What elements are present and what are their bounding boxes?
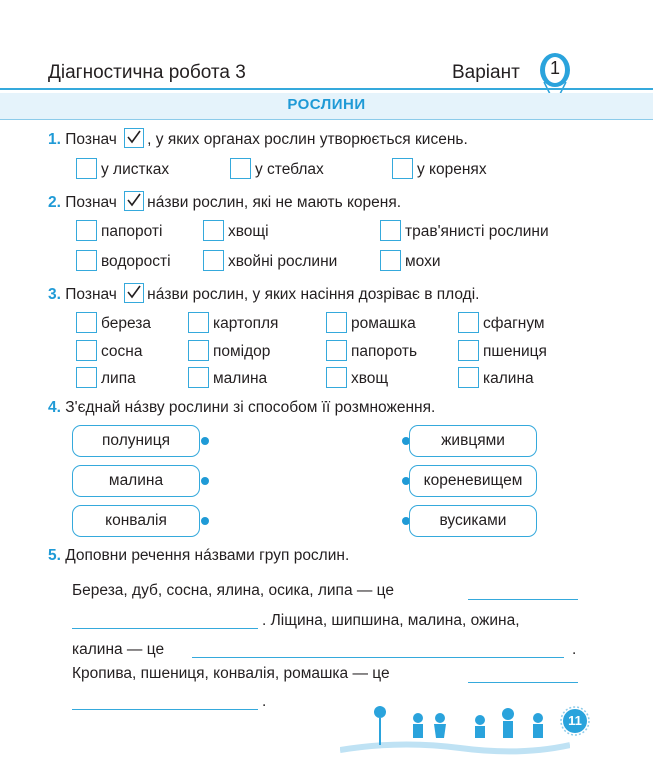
option-label: папороть xyxy=(351,343,418,360)
checkbox-option[interactable] xyxy=(76,158,169,179)
option-label: картопля xyxy=(213,315,279,332)
checkbox[interactable] xyxy=(76,250,97,271)
checkmark-icon xyxy=(124,191,144,211)
option-label: сосна xyxy=(101,343,143,360)
checkbox-option[interactable] xyxy=(76,367,136,388)
question-2 xyxy=(48,191,401,212)
checkbox[interactable] xyxy=(76,158,97,179)
checkbox[interactable] xyxy=(76,220,97,241)
checkbox-option[interactable] xyxy=(188,340,270,361)
question-text: , у яких органах рослин утворюється кисень. xyxy=(147,131,468,148)
option-label: папороті xyxy=(101,223,163,240)
option-label: калина xyxy=(483,370,534,387)
page-number: 11 xyxy=(568,713,582,728)
method-card[interactable]: живцями xyxy=(409,425,537,457)
option-label: у стеблах xyxy=(255,161,324,178)
question-text: нáзви рослин, у яких насіння дозріває в плоді. xyxy=(147,286,480,303)
question-number: 2. xyxy=(48,194,61,211)
sentence-text: . Ліщина, шипшина, малина, ожина, xyxy=(262,612,520,629)
checkbox[interactable] xyxy=(203,220,224,241)
checkbox-option[interactable] xyxy=(76,340,142,361)
option-label: береза xyxy=(101,315,151,332)
checkbox-option[interactable] xyxy=(458,340,547,361)
checkbox[interactable] xyxy=(188,312,209,333)
method-card[interactable]: вусиками xyxy=(409,505,537,537)
checkbox-option[interactable] xyxy=(380,220,549,241)
sentence-text: калина — це xyxy=(72,641,165,658)
plant-card[interactable]: малина xyxy=(72,465,200,497)
page-number-badge xyxy=(560,706,590,736)
question-number: 4. xyxy=(48,399,61,416)
option-label: липа xyxy=(101,370,136,387)
option-label: сфагнум xyxy=(483,315,545,332)
answer-blank[interactable] xyxy=(72,628,258,629)
answer-blank[interactable] xyxy=(468,599,578,600)
section-title: РОСЛИНИ xyxy=(287,96,366,113)
question-text: Познач xyxy=(65,286,117,303)
question-text: З'єднай нáзву рослини зі способом її розмноження. xyxy=(65,399,436,416)
checkbox-option[interactable] xyxy=(203,220,269,241)
checkbox-option[interactable] xyxy=(188,312,278,333)
sentence-text: . xyxy=(262,693,267,710)
checkbox[interactable] xyxy=(392,158,413,179)
checkbox[interactable] xyxy=(380,220,401,241)
checkbox[interactable] xyxy=(458,312,479,333)
checkbox[interactable] xyxy=(326,367,347,388)
checkbox[interactable] xyxy=(188,340,209,361)
checkmark-icon xyxy=(124,128,144,148)
option-label: трав'янисті рослини xyxy=(405,223,549,240)
plant-card[interactable]: конвалія xyxy=(72,505,200,537)
question-number: 5. xyxy=(48,547,61,564)
option-label: хвощі xyxy=(228,223,269,240)
answer-blank[interactable] xyxy=(72,709,258,710)
option-label: хвойні рослини xyxy=(228,253,338,270)
question-text: Доповни речення нáзвами груп рослин. xyxy=(65,547,350,564)
checkbox-option[interactable] xyxy=(76,250,171,271)
plant-card[interactable]: полуниця xyxy=(72,425,200,457)
checkbox-option[interactable] xyxy=(230,158,324,179)
checkbox-option[interactable] xyxy=(392,158,487,179)
connector-dot[interactable] xyxy=(201,437,209,445)
question-text: Познач xyxy=(65,194,117,211)
question-text: нáзви рослин, які не мають кореня. xyxy=(147,194,402,211)
checkbox-option[interactable] xyxy=(326,367,388,388)
option-label: помідор xyxy=(213,343,271,360)
option-label: малина xyxy=(213,370,268,387)
checkbox[interactable] xyxy=(230,158,251,179)
checkbox-option[interactable] xyxy=(76,220,162,241)
checkbox-option[interactable] xyxy=(380,250,441,271)
checkbox[interactable] xyxy=(76,312,97,333)
question-5 xyxy=(48,547,349,565)
method-card[interactable]: кореневищем xyxy=(409,465,537,497)
checkbox-option[interactable] xyxy=(326,340,417,361)
children-illustration xyxy=(340,700,570,755)
variant-label: Варіант xyxy=(452,62,520,83)
checkbox-option[interactable] xyxy=(76,312,151,333)
checkbox[interactable] xyxy=(458,340,479,361)
option-label: у коренях xyxy=(417,161,487,178)
question-3 xyxy=(48,283,479,304)
checkbox[interactable] xyxy=(188,367,209,388)
option-label: водорості xyxy=(101,253,171,270)
checkbox[interactable] xyxy=(380,250,401,271)
question-1 xyxy=(48,128,468,149)
checkbox-option[interactable] xyxy=(203,250,337,271)
question-text: Познач xyxy=(65,131,117,148)
checkbox-option[interactable] xyxy=(458,312,545,333)
header-divider xyxy=(0,88,653,90)
option-label: мохи xyxy=(405,253,441,270)
option-label: у листках xyxy=(101,161,170,178)
connector-dot[interactable] xyxy=(201,477,209,485)
checkbox[interactable] xyxy=(458,367,479,388)
checkbox[interactable] xyxy=(326,312,347,333)
sentence-text: Кропива, пшениця, конвалія, ромашка — це xyxy=(72,665,390,682)
sentence-text: . xyxy=(572,641,577,658)
worksheet-title: Діагностична робота 3 xyxy=(48,62,246,83)
variant-number: 1 xyxy=(549,58,560,78)
checkbox-option[interactable] xyxy=(188,367,267,388)
question-4 xyxy=(48,399,435,417)
question-number: 3. xyxy=(48,286,61,303)
checkbox-option[interactable] xyxy=(458,367,534,388)
checkbox[interactable] xyxy=(76,367,97,388)
answer-blank[interactable] xyxy=(468,682,578,683)
checkbox[interactable] xyxy=(76,340,97,361)
option-label: ромашка xyxy=(351,315,416,332)
answer-blank[interactable] xyxy=(192,657,564,658)
checkbox-option[interactable] xyxy=(326,312,416,333)
connector-dot[interactable] xyxy=(201,517,209,525)
option-label: хвощ xyxy=(351,370,389,387)
checkmark-icon xyxy=(124,283,144,303)
option-label: пшениця xyxy=(483,343,547,360)
checkbox[interactable] xyxy=(203,250,224,271)
sentence-text: Береза, дуб, сосна, ялина, осика, липа — це xyxy=(72,582,395,599)
question-number: 1. xyxy=(48,131,61,148)
checkbox[interactable] xyxy=(326,340,347,361)
section-band-line xyxy=(0,119,653,120)
